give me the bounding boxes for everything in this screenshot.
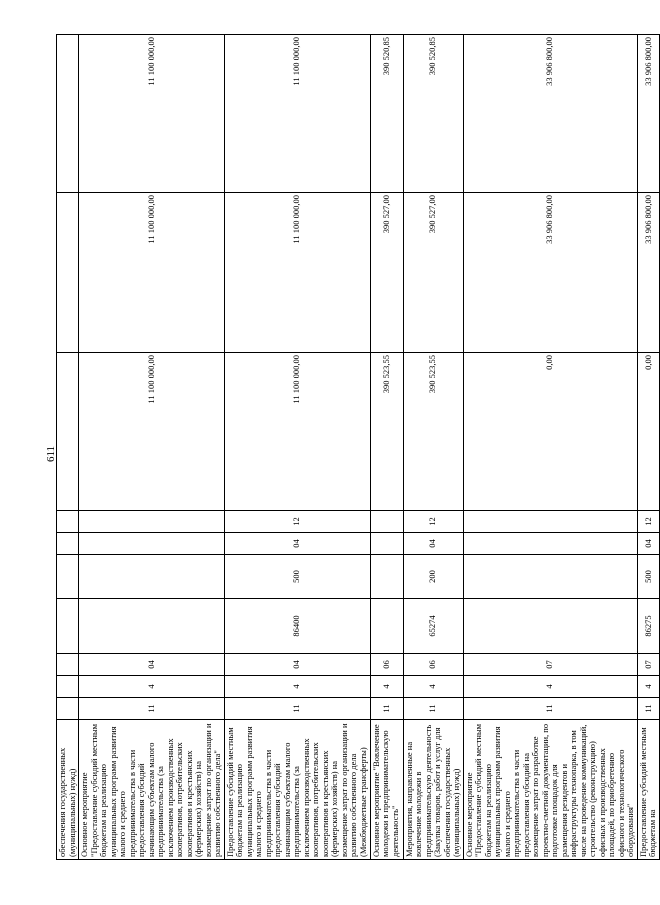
amount-year-3: 390 520,85 [370, 35, 403, 193]
event-code: 06 [370, 654, 403, 676]
subprogram-code: 4 [224, 676, 370, 698]
table-row [370, 35, 403, 860]
subsection-code: 12 [637, 511, 659, 533]
program-code [57, 698, 79, 720]
expense-type-code: 500 [637, 555, 659, 599]
table-row [79, 35, 225, 860]
amount-year-2: 33 906 800,00 [637, 193, 659, 353]
program-code: 11 [637, 698, 659, 720]
event-code: 07 [463, 654, 637, 676]
row-name: Основное мероприятие "Вовлечение молодежи в предпринимательскую деятельность" [370, 720, 403, 860]
subsection-code [463, 511, 637, 533]
subprogram-code: 4 [637, 676, 659, 698]
table-row [224, 35, 370, 860]
amount-year-1: 0,00 [637, 353, 659, 511]
expense-type-code [370, 555, 403, 599]
subsection-code: 12 [224, 511, 370, 533]
direction-code [463, 599, 637, 654]
direction-code: 65274 [403, 599, 463, 654]
direction-code [370, 599, 403, 654]
amount-year-3 [57, 35, 79, 193]
direction-code: 86275 [637, 599, 659, 654]
amount-year-1 [57, 353, 79, 511]
row-name: Предоставление субсидий местным бюджетам на [637, 720, 659, 860]
rotated-table-wrapper [56, 35, 658, 860]
subprogram-code: 4 [79, 676, 225, 698]
event-code: 04 [79, 654, 225, 676]
table-row [637, 35, 659, 860]
direction-code [57, 599, 79, 654]
expense-type-code [79, 555, 225, 599]
section-code: 04 [224, 533, 370, 555]
amount-year-2: 11 100 000,00 [224, 193, 370, 353]
subsection-code: 12 [403, 511, 463, 533]
event-code: 04 [224, 654, 370, 676]
amount-year-3: 33 906 800,00 [463, 35, 637, 193]
amount-year-3: 11 100 000,00 [224, 35, 370, 193]
amount-year-1: 11 100 000,00 [224, 353, 370, 511]
event-code: 07 [637, 654, 659, 676]
program-code: 11 [224, 698, 370, 720]
amount-year-2: 390 527,00 [403, 193, 463, 353]
table-row [57, 35, 79, 860]
amount-year-1: 11 100 000,00 [79, 353, 225, 511]
program-code: 11 [403, 698, 463, 720]
table-row [403, 35, 463, 860]
row-name: Предоставление субсидий местным бюджетам на реализацию муниципальных программ развития малого и среднего предпринимательства в части предоставления субсидий начинающим субъектам малого предпринимательства (за исключением производственных кооперативов, потребительских кооперативов и крестьянских (фермерских) хозяйств) на возмещение затрат по организации и развитию собственного дела (Межбюджетные трансферты) [224, 720, 370, 860]
row-name: Основное мероприятие "Предоставление субсидий местным бюджетам на реализацию муниципальных программ развития малого и среднего предпринимательства в части предоставления субсидий на возмещение затрат по разработке проектно-сметной документации, по подготовке площадок для размещения резидентов и инфраструктуры технопарка, в том числе на проведение коммуникаций, строительство (реконструкцию) офисных и производственных площадей, по приобретению офисного и технологического оборудования" [463, 720, 637, 860]
section-code [57, 533, 79, 555]
subprogram-code: 4 [463, 676, 637, 698]
amount-year-2 [57, 193, 79, 353]
program-code: 11 [463, 698, 637, 720]
amount-year-2: 33 906 800,00 [463, 193, 637, 353]
amount-year-3: 11 100 000,00 [79, 35, 225, 193]
budget-table [56, 34, 660, 860]
expense-type-code [463, 555, 637, 599]
program-code: 11 [370, 698, 403, 720]
subprogram-code: 4 [403, 676, 463, 698]
amount-year-2: 390 527,00 [370, 193, 403, 353]
page-number: 611 [45, 445, 57, 463]
subprogram-code [57, 676, 79, 698]
program-code: 11 [79, 698, 225, 720]
direction-code [79, 599, 225, 654]
amount-year-1: 390 523,55 [370, 353, 403, 511]
table-row [463, 35, 637, 860]
section-code: 04 [403, 533, 463, 555]
row-name: Мероприятия, направленные на вовлечение молодежи в предпринимательскую деятельность (Закупка товаров, работ и услуг для обеспечения государственных (муниципальных) нужд) [403, 720, 463, 860]
direction-code: 86400 [224, 599, 370, 654]
amount-year-1: 0,00 [463, 353, 637, 511]
row-name: Основное мероприятие "Предоставление субсидий местным бюджетам на реализацию муниципальных программ развития малого и среднего предпринимательства в части предоставления субсидий начинающим субъектам малого предпринимательства (за исключением производственных кооперативов, потребительских кооперативов и крестьянских (фермерских) хозяйств) на возмещение затрат по организации и развитию собственного дела" [79, 720, 225, 860]
amount-year-1: 390 523,55 [403, 353, 463, 511]
section-code [79, 533, 225, 555]
section-code: 04 [637, 533, 659, 555]
expense-type-code [57, 555, 79, 599]
section-code [370, 533, 403, 555]
expense-type-code: 200 [403, 555, 463, 599]
amount-year-2: 11 100 000,00 [79, 193, 225, 353]
amount-year-3: 33 906 800,00 [637, 35, 659, 193]
event-code: 06 [403, 654, 463, 676]
subsection-code [370, 511, 403, 533]
subsection-code [57, 511, 79, 533]
amount-year-3: 390 520,85 [403, 35, 463, 193]
event-code [57, 654, 79, 676]
subprogram-code: 4 [370, 676, 403, 698]
row-name: обеспечения государственных (муниципальных) нужд) [57, 720, 79, 860]
section-code [463, 533, 637, 555]
subsection-code [79, 511, 225, 533]
expense-type-code: 500 [224, 555, 370, 599]
